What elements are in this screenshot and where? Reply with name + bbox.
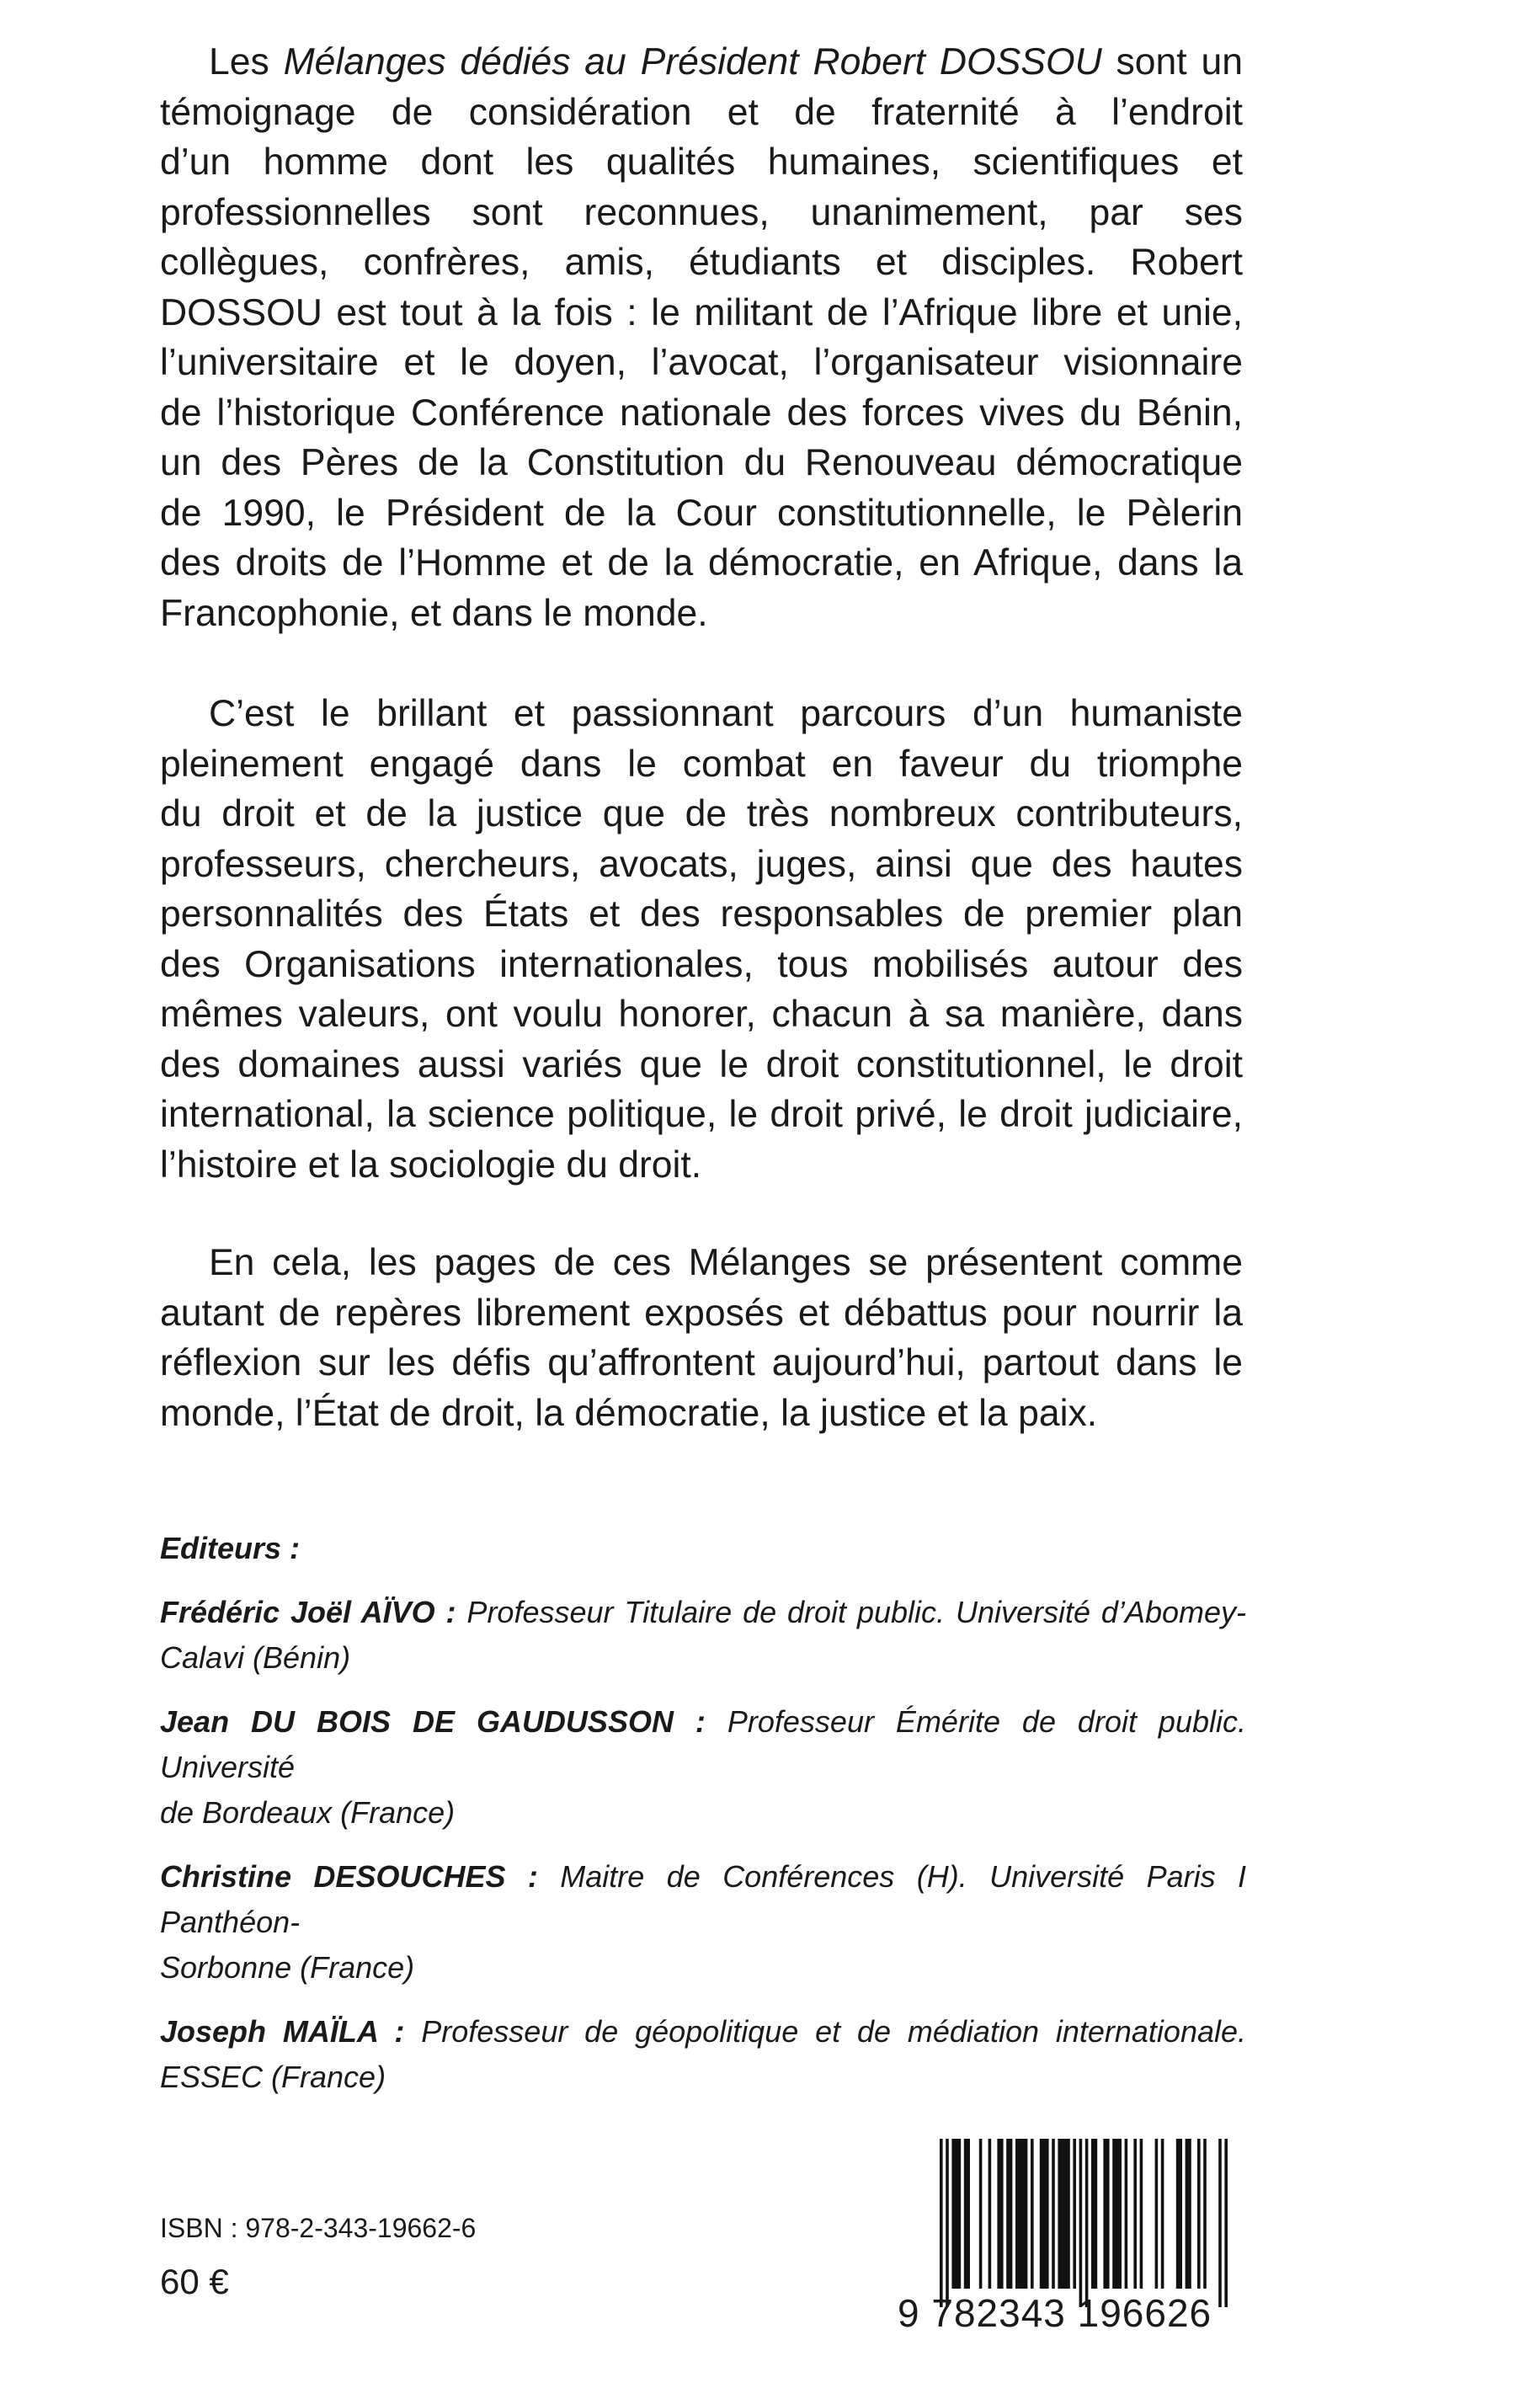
- editor-affiliation: Professeur Titulaire de droit public. Université d’Abomey-: [456, 1595, 1246, 1629]
- editor-name: Jean DU BOIS DE GAUDUSSON :: [160, 1704, 706, 1739]
- barcode-bar: [1031, 2139, 1034, 2289]
- barcode-bar: [1155, 2139, 1159, 2289]
- editor-name: Christine DESOUCHES :: [160, 1859, 538, 1894]
- paragraph-1-line: témoignage de considération et de fraternité à l’endroit: [160, 91, 1243, 133]
- paragraph-2-line: international, la science politique, le droit privé, le droit judiciaire,: [160, 1094, 1243, 1135]
- paragraph-2-line: des domaines aussi variés que le droit constitutionnel, le droit: [160, 1043, 1243, 1085]
- paragraph-3-line: monde, l’État de droit, la démocratie, la justice et la paix.: [160, 1392, 1098, 1434]
- barcode-bar: [997, 2139, 1003, 2289]
- editor-affiliation: Professeur Émérite de droit public. Université: [160, 1704, 1246, 1784]
- barcode-bar: [1176, 2139, 1182, 2289]
- paragraph-2-line: personnalités des États et des responsables de premier plan: [160, 893, 1243, 935]
- editor-name: Frédéric Joël AÏVO :: [160, 1595, 456, 1629]
- paragraph-1-line: d’un homme dont les qualités humaines, scientifiques et: [160, 141, 1243, 183]
- barcode-bar: [1040, 2139, 1049, 2289]
- editors-heading: Editeurs :: [160, 1531, 301, 1565]
- editor-entry: [160, 1590, 1246, 1681]
- editor-name: Joseph MAÏLA :: [160, 2014, 405, 2049]
- barcode-bar: [1197, 2139, 1201, 2289]
- barcode-bar: [1091, 2139, 1097, 2289]
- paragraph-2-line: du droit et de la justice que de très nombreux contributeurs,: [160, 793, 1243, 834]
- paragraph-1-line: un des Pères de la Constitution du Renouveau démocratique: [160, 442, 1243, 483]
- paragraph-3-line: réflexion sur les défis qu’affrontent aujourd’hui, partout dans le: [160, 1342, 1243, 1383]
- barcode-bar: [1203, 2139, 1207, 2289]
- paragraph-2: [160, 689, 1243, 1190]
- barcode-bar: [964, 2139, 970, 2289]
- barcode-bar: [1015, 2139, 1027, 2289]
- paragraph-1-line: collègues, confrères, amis, étudiants et disciples. Robert: [160, 242, 1243, 283]
- intro-text: Les: [209, 41, 284, 83]
- paragraph-1-line: de l’historique Conférence nationale des forces vives du Bénin,: [160, 392, 1243, 434]
- paragraph-2-line: C’est le brillant et passionnant parcours d’un humaniste: [209, 693, 1243, 734]
- barcode-bar: [1140, 2139, 1143, 2289]
- barcode-guard-bar: [1085, 2139, 1089, 2307]
- barcode-bar: [1161, 2139, 1164, 2289]
- paragraph-3-line: En cela, les pages de ces Mélanges se présentent comme: [209, 1242, 1243, 1283]
- barcode-bar: [988, 2139, 992, 2289]
- intro-rest-text: sont un: [1101, 41, 1243, 83]
- paragraph-1-line: [160, 37, 1243, 88]
- editor-affiliation: Maitre de Conférences (H). Université Paris I Panthéon-: [160, 1859, 1246, 1939]
- barcode-bar: [1133, 2139, 1137, 2289]
- paragraph-3: [160, 1238, 1243, 1438]
- editor-affiliation-cont: ESSEC (France): [160, 2060, 386, 2094]
- barcode-guard-bar: [1218, 2139, 1222, 2307]
- price-text: 60 €: [160, 2262, 229, 2301]
- editors-section: [160, 1526, 1246, 2119]
- barcode-guard-bar: [946, 2139, 949, 2307]
- barcode-bar: [1186, 2139, 1191, 2289]
- barcode-bar: [1073, 2139, 1076, 2289]
- editor-affiliation-cont: Calavi (Bénin): [160, 1640, 351, 1675]
- editor-entry: [160, 1699, 1246, 1836]
- paragraph-2-line: pleinement engagé dans le combat en faveur du triomphe: [160, 743, 1243, 785]
- isbn-text: ISBN : 978-2-343-19662-6: [160, 2213, 477, 2243]
- editor-affiliation-cont: Sorbonne (France): [160, 1950, 415, 1985]
- paragraph-1: [160, 37, 1243, 638]
- paragraph-2-line: mêmes valeurs, ont voulu honorer, chacun à sa manière, dans: [160, 994, 1243, 1035]
- barcode-digits: 9 782343 196626: [898, 2291, 1212, 2335]
- barcode-bar: [1052, 2139, 1055, 2289]
- editor-affiliation: Professeur de géopolitique et de médiation internationale.: [404, 2014, 1247, 2049]
- barcode-bar: [979, 2139, 983, 2289]
- barcode-bar: [1112, 2139, 1122, 2289]
- barcode-bar: [1125, 2139, 1128, 2289]
- paragraph-1-line: l’universitaire et le doyen, l’avocat, l’organisateur visionnaire: [160, 342, 1243, 383]
- barcode-bar: [1006, 2139, 1012, 2289]
- paragraph-1-line: Francophonie, et dans le monde.: [160, 592, 708, 634]
- book-title-italic: Mélanges dédiés au Président Robert DOSSOU: [283, 41, 1102, 83]
- barcode-guard-bar: [1224, 2139, 1228, 2307]
- paragraph-1-line: DOSSOU est tout à la fois : le militant de l’Afrique libre et unie,: [160, 291, 1243, 333]
- paragraph-2-line: des Organisations internationales, tous mobilisés autour des: [160, 943, 1243, 985]
- paragraph-2-line: l’histoire et la sociologie du droit.: [160, 1143, 702, 1186]
- barcode-guard-bar: [940, 2139, 943, 2307]
- paragraph-1-line: professionnelles sont reconnues, unanimement, par ses: [160, 191, 1243, 233]
- barcode-bar: [1058, 2139, 1069, 2289]
- editor-affiliation-cont: de Bordeaux (France): [160, 1795, 456, 1830]
- editor-entry: [160, 2009, 1246, 2100]
- paragraph-1-line: de 1990, le Président de la Cour constitutionnelle, le Pèlerin: [160, 492, 1243, 534]
- barcode-bar: [951, 2139, 961, 2289]
- paragraph-3-line: autant de repères librement exposés et débattus pour nourrir la: [160, 1292, 1243, 1334]
- paragraph-2-line: professeurs, chercheurs, avocats, juges, ainsi que des hautes: [160, 843, 1243, 885]
- barcode-guard-bar: [1079, 2139, 1083, 2307]
- editor-entry: [160, 1854, 1246, 1991]
- barcode-bar: [1103, 2139, 1109, 2289]
- paragraph-1-line: des droits de l’Homme et de la démocratie, en Afrique, dans la: [160, 542, 1243, 584]
